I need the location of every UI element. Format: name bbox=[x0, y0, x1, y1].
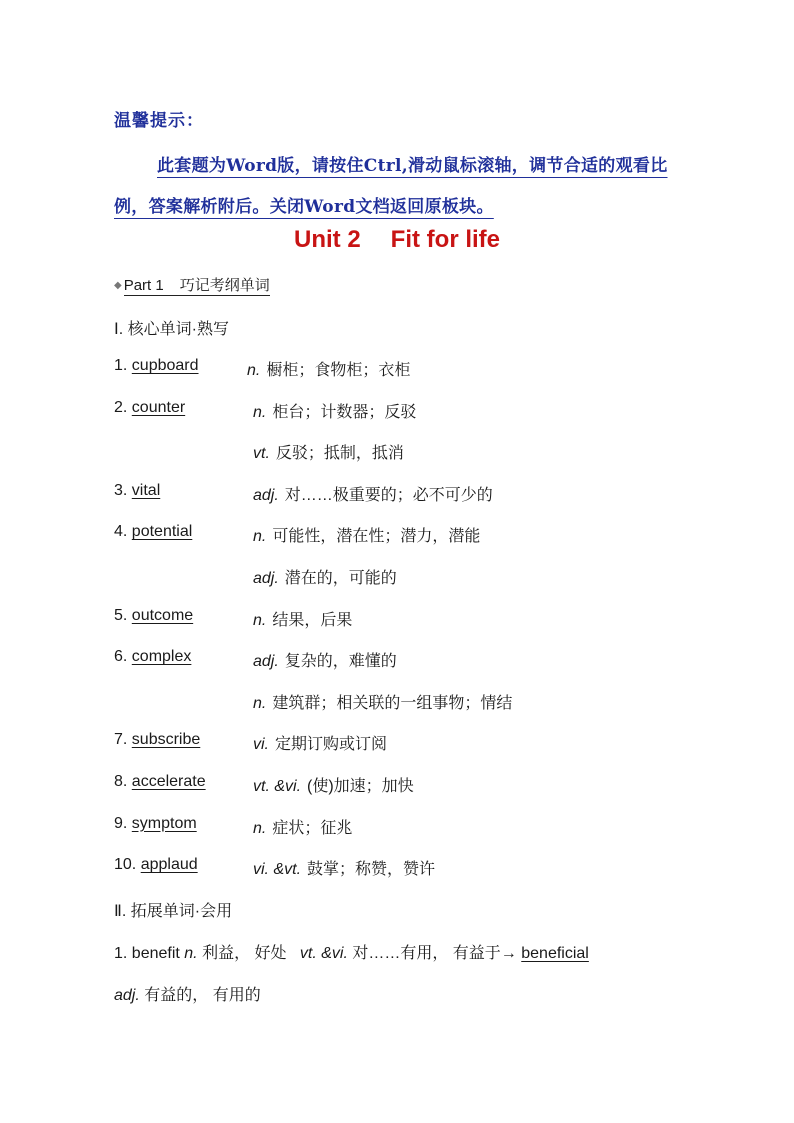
unit-name: Fit for life bbox=[390, 226, 500, 253]
definition-text: 橱柜；食物柜；衣柜 bbox=[266, 362, 411, 379]
extended-entry-line-2 bbox=[114, 982, 261, 1005]
entry-definition bbox=[247, 357, 410, 380]
word-entry bbox=[114, 523, 192, 541]
entry-definition bbox=[253, 690, 512, 713]
entry-number: 10. bbox=[114, 856, 137, 874]
definition-text: 潜在的，可能的 bbox=[284, 570, 397, 587]
part-of-speech: n. bbox=[253, 694, 267, 712]
entry-number: 7. bbox=[114, 731, 128, 749]
extended-def-1: 利益， 好处 bbox=[202, 945, 287, 962]
part-heading bbox=[114, 274, 270, 295]
entry-definition bbox=[253, 773, 414, 796]
definition-text: 结果，后果 bbox=[272, 611, 353, 629]
extended-pos-2: vt. &vi. bbox=[299, 945, 348, 962]
tip-text: 此套题为Word版，请按住Ctrl,滑动鼠标滚轴，调节合适的观看比例，答案解析附后。关闭Word文档返回原板块。 bbox=[114, 156, 668, 217]
extended-pos-1: n. bbox=[184, 945, 198, 962]
word-entry bbox=[114, 731, 200, 749]
entry-definition bbox=[253, 565, 397, 588]
entry-word: potential bbox=[131, 523, 193, 541]
definition-text: 复杂的，难懂的 bbox=[284, 653, 397, 671]
derived-word: beneficial bbox=[521, 945, 589, 962]
entry-word: vital bbox=[131, 481, 161, 499]
entry-word: symptom bbox=[131, 814, 197, 832]
part-of-speech: adj. bbox=[253, 653, 279, 671]
diamond-icon: ◆ bbox=[114, 280, 122, 291]
entry-word: complex bbox=[131, 648, 192, 666]
tip-body bbox=[114, 146, 684, 228]
definition-text: 柜台；计数器；反驳 bbox=[272, 403, 417, 421]
definition-text: 反驳；抵制，抵消 bbox=[275, 445, 404, 463]
part-of-speech: adj. bbox=[253, 486, 279, 504]
entry-number: 1. bbox=[114, 357, 128, 374]
entry-number: 4. bbox=[114, 523, 128, 541]
unit-number: Unit 2 bbox=[294, 226, 361, 253]
section-heading-extended: Ⅱ. 拓展单词·会用 bbox=[114, 903, 233, 920]
word-entry bbox=[114, 648, 191, 666]
entry-definition bbox=[253, 440, 404, 463]
entry-word: outcome bbox=[131, 606, 194, 624]
entry-number: 5. bbox=[114, 606, 128, 624]
part-of-speech: vt. bbox=[253, 445, 270, 463]
entry-word: subscribe bbox=[131, 731, 201, 749]
definition-text: (使)加速；加快 bbox=[307, 778, 414, 795]
entry-definition bbox=[253, 815, 352, 838]
part-of-speech: vt. &vi. bbox=[253, 778, 302, 795]
definition-text: 症状；征兆 bbox=[272, 819, 353, 837]
entry-definition bbox=[253, 399, 416, 422]
definition-text: 鼓掌；称赞，赞许 bbox=[307, 861, 436, 879]
definition-text: 建筑群；相关联的一组事物；情结 bbox=[272, 694, 513, 712]
part-of-speech: adj. bbox=[253, 570, 279, 587]
entry-definition bbox=[253, 607, 352, 630]
entry-definition bbox=[253, 523, 480, 546]
entry-definition bbox=[253, 482, 493, 505]
word-entry bbox=[114, 357, 199, 375]
word-entry bbox=[114, 482, 160, 500]
part-of-speech: n. bbox=[253, 528, 267, 546]
extended-def-3: 有益的， 有用的 bbox=[144, 987, 261, 1004]
entry-number: 2. bbox=[114, 398, 128, 416]
definition-text: 可能性，潜在性；潜力，潜能 bbox=[272, 528, 481, 546]
extended-def-2: 对……有用， 有益于→ bbox=[352, 945, 517, 962]
word-entry bbox=[114, 856, 198, 874]
entry-word: counter bbox=[131, 398, 186, 416]
entry-number: 3. bbox=[114, 481, 128, 499]
entry-definition bbox=[253, 856, 435, 879]
entry-definition bbox=[253, 731, 387, 754]
entry-word: accelerate bbox=[131, 773, 206, 790]
entry-word: applaud bbox=[140, 856, 198, 874]
entry-definition bbox=[253, 648, 397, 671]
word-entry bbox=[114, 773, 206, 791]
part-label: Part 1 bbox=[123, 277, 164, 294]
part-of-speech: n. bbox=[247, 362, 261, 379]
word-entry bbox=[114, 815, 197, 833]
entry-number: 8. bbox=[114, 773, 128, 790]
word-entry bbox=[114, 607, 193, 625]
part-text: 巧记考纲单词 bbox=[179, 277, 270, 294]
tip-title: 温馨提示： bbox=[114, 111, 204, 131]
part-of-speech: n. bbox=[253, 611, 267, 629]
definition-text: 对……极重要的；必不可少的 bbox=[284, 486, 493, 504]
extended-word: 1. benefit bbox=[114, 945, 180, 962]
part-of-speech: vi. bbox=[253, 736, 269, 754]
part-of-speech: n. bbox=[253, 403, 267, 421]
word-entry bbox=[114, 399, 185, 417]
extended-pos-3: adj. bbox=[114, 987, 140, 1004]
definition-text: 定期订购或订阅 bbox=[275, 736, 388, 754]
unit-title bbox=[0, 226, 794, 254]
section-heading-core: Ⅰ. 核心单词·熟写 bbox=[114, 321, 229, 338]
extended-entry-line-1 bbox=[114, 940, 589, 963]
part-of-speech: n. bbox=[253, 819, 267, 837]
entry-number: 9. bbox=[114, 814, 128, 832]
part-of-speech: vi. &vt. bbox=[253, 861, 302, 879]
entry-number: 6. bbox=[114, 648, 128, 666]
entry-word: cupboard bbox=[131, 357, 199, 374]
